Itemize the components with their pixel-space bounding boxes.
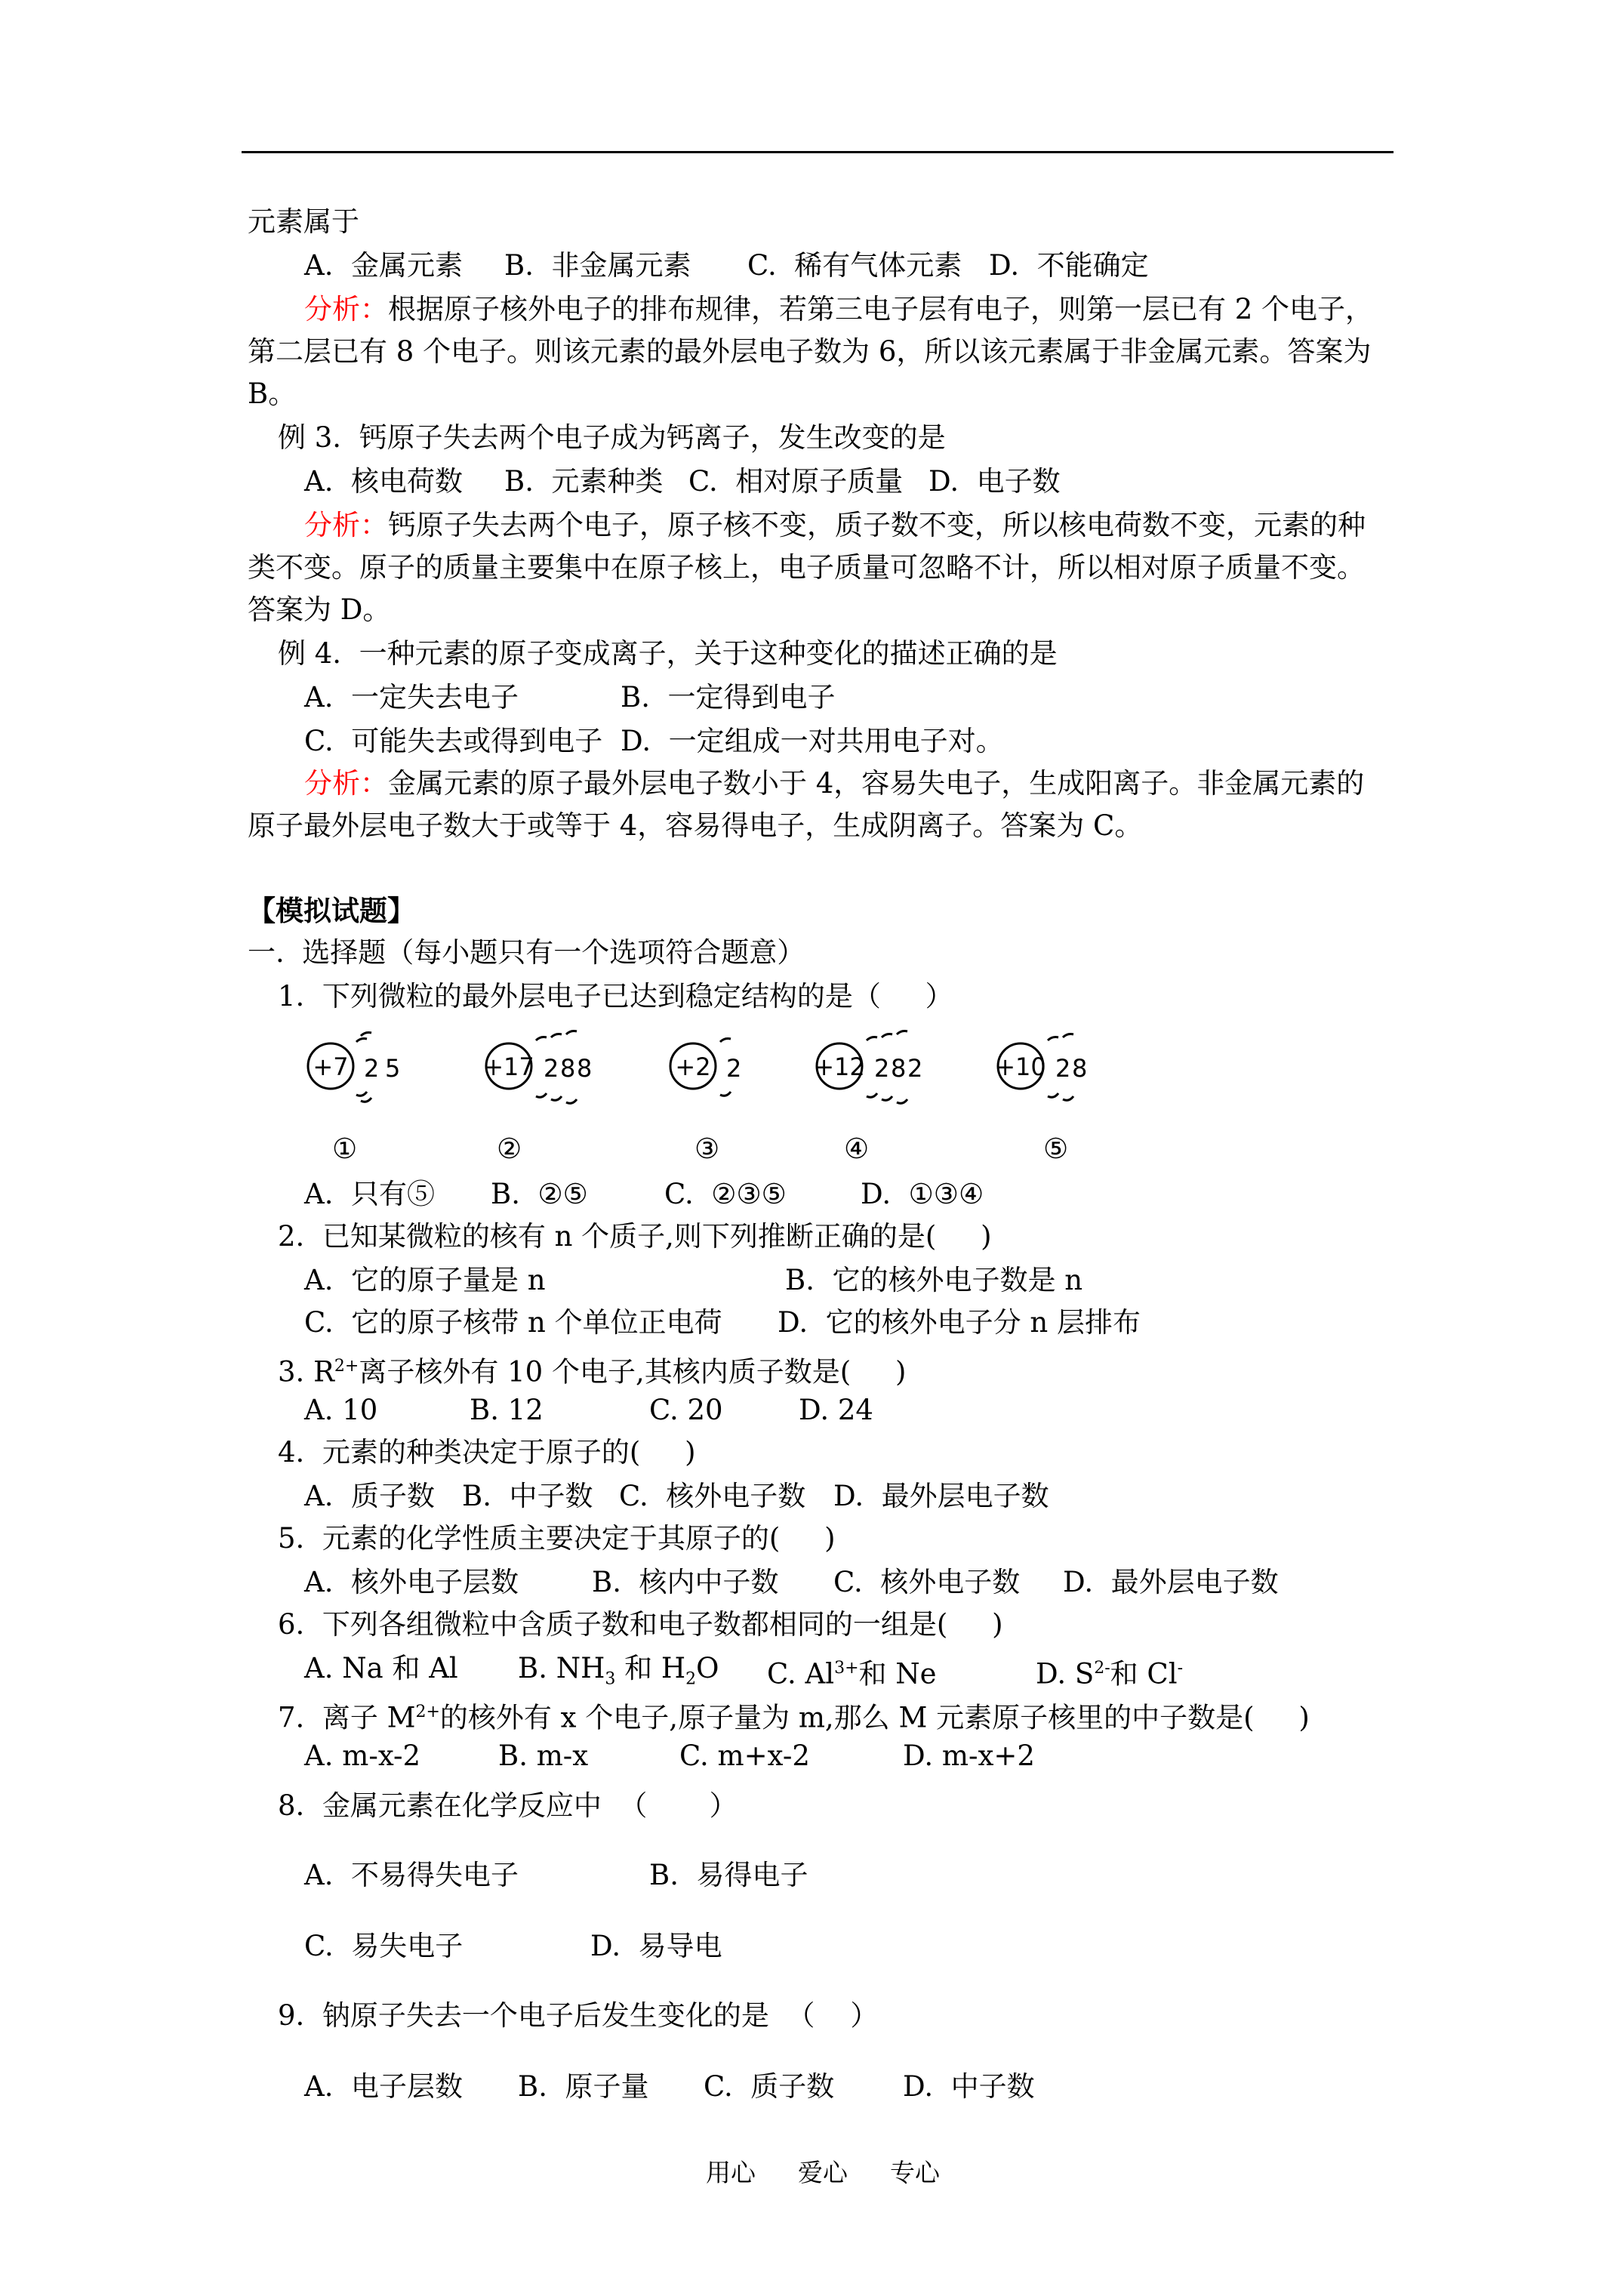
shell-1: 2 — [364, 1054, 380, 1083]
example-3-analysis-1: 分析：钙原子失去两个电子，原子核不变，质子数不变，所以核电荷数不变，元素的种 — [304, 509, 1366, 541]
example-4-question: 例 4. 一种元素的原子变成离子，关于这种变化的描述正确的是 — [278, 637, 1058, 670]
structure-label-2: ② — [497, 1133, 522, 1165]
cont-analysis-line-2: 第二层已有 8 个电子。则该元素的最外层电子数为 6，所以该元素属于非金属元素。答案为 — [248, 335, 1372, 368]
q5-stem: 5. 元素的化学性质主要决定于其原子的( ) — [278, 1522, 836, 1555]
q7-option-d: D. m-x+2 — [903, 1740, 1035, 1772]
nucleus-charge: +10 — [995, 1052, 1046, 1081]
nucleus-charge: +2 — [675, 1052, 711, 1081]
q6-stem: 6. 下列各组微粒中含质子数和电子数都相同的一组是( ) — [278, 1608, 1003, 1641]
q6-option-b: B. $NH_3$ 和 $H_2O$ — [518, 1652, 719, 1689]
q1-option-d: D. ①③④ — [861, 1178, 984, 1210]
analysis-label: 分析： — [304, 509, 388, 541]
q8-option-c: C. 易失电子 — [304, 1930, 463, 1962]
q2-option-c: C. 它的原子核带 n 个单位正电荷 — [304, 1306, 722, 1339]
nucleus-charge: +12 — [814, 1052, 865, 1081]
q8-stem: 8. 金属元素在化学反应中 （ ） — [278, 1789, 738, 1822]
nucleus-charge: +7 — [313, 1052, 349, 1081]
q4-option-b: B. 中子数 — [462, 1480, 593, 1512]
q4-option-c: C. 核外电子数 — [619, 1480, 806, 1512]
shell-2: 5 — [385, 1054, 401, 1083]
shell-3: 2 — [907, 1054, 923, 1083]
cont-analysis-line-1: 分析：根据原子核外电子的排布规律，若第三电子层有电子，则第一层已有 2 个电子， — [304, 293, 1374, 325]
q7-option-b: B. m-x — [498, 1740, 589, 1772]
cont-option-d: D. 不能确定 — [989, 249, 1149, 282]
atom-structure-2 — [479, 1019, 607, 1114]
atom-structure-3 — [664, 1019, 762, 1114]
q5-option-b: B. 核内中子数 — [592, 1566, 779, 1598]
example-3-analysis-2: 类不变。原子的质量主要集中在原子核上，电子质量可忽略不计，所以相对原子质量不变。 — [248, 551, 1365, 584]
shell-2: 8 — [560, 1054, 576, 1083]
structure-label-5: ⑤ — [1043, 1133, 1069, 1165]
example-3-option-a: A. 核电荷数 — [304, 465, 463, 498]
q4-option-d: D. 最外层电子数 — [833, 1480, 1049, 1512]
q3-option-a: A. 10 — [304, 1394, 378, 1426]
atom-structure-1 — [302, 1019, 415, 1114]
q2-option-a: A. 它的原子量是 n — [304, 1264, 546, 1296]
q4-option-a: A. 质子数 — [304, 1480, 436, 1512]
q3-option-d: D. 24 — [799, 1394, 873, 1426]
q8-option-a: A. 不易得失电子 — [304, 1859, 519, 1891]
q2-option-b: B. 它的核外电子数是 n — [785, 1264, 1083, 1296]
q2-option-d: D. 它的核外电子分 n 层排布 — [778, 1306, 1141, 1339]
q9-option-b: B. 原子量 — [518, 2070, 649, 2103]
page-footer — [706, 2153, 982, 2189]
q6-option-c: C. $Al^{3+}$和 Ne — [767, 1657, 937, 1690]
cont-option-a: A. 金属元素 — [304, 249, 463, 282]
shell-2: 8 — [1072, 1054, 1088, 1083]
q4-stem: 4. 元素的种类决定于原子的( ) — [278, 1436, 696, 1469]
example-4-analysis-2: 原子最外层电子数大于或等于 4，容易得电子，生成阴离子。答案为 C。 — [248, 809, 1143, 842]
section-title: 【模拟试题】 — [248, 894, 415, 927]
structure-label-3: ③ — [694, 1133, 720, 1165]
nucleus-charge: +17 — [483, 1052, 534, 1081]
footer-word-2: 爱心 — [798, 2158, 848, 2187]
atom-structure-4 — [809, 1019, 938, 1114]
q2-stem: 2. 已知某微粒的核有 n 个质子,则下列推断正确的是( ) — [278, 1220, 992, 1253]
shell-1: 2 — [544, 1054, 559, 1083]
q1-stem: 1. 下列微粒的最外层电子已达到稳定结构的是（ ） — [278, 980, 953, 1012]
example-3-question: 例 3. 钙原子失去两个电子成为钙离子，发生改变的是 — [278, 421, 946, 454]
cont-analysis-line-3: B。 — [248, 378, 297, 410]
q3-option-c: C. 20 — [649, 1394, 723, 1426]
q7-option-c: C. m+x-2 — [679, 1740, 810, 1772]
cont-question: 元素属于 — [248, 205, 359, 238]
q8-option-b: B. 易得电子 — [649, 1859, 808, 1891]
footer-word-1: 用心 — [706, 2158, 756, 2187]
cont-option-b: B. 非金属元素 — [504, 249, 691, 282]
example-4-analysis-1: 分析：金属元素的原子最外层电子数小于 4，容易失电子，生成阳离子。非金属元素的 — [304, 767, 1365, 800]
q1-option-c: C. ②③⑤ — [664, 1178, 787, 1210]
q3-option-b: B. 12 — [470, 1394, 544, 1426]
q6-option-a: A. Na 和 Al — [304, 1652, 458, 1684]
q1-option-a: A. 只有⑤ — [304, 1178, 436, 1210]
q9-option-c: C. 质子数 — [704, 2070, 835, 2103]
q1-option-b: B. ②⑤ — [491, 1178, 588, 1210]
q7-stem: 7. 离子 $M^{2+}$的核外有 x 个电子,原子量为 m,那么 M 元素原子核里的中子数是( ) — [278, 1701, 1310, 1734]
shell-1: 2 — [726, 1054, 742, 1083]
example-3-option-c: C. 相对原子质量 — [688, 465, 904, 498]
q5-option-c: C. 核外电子数 — [833, 1566, 1021, 1598]
shell-1: 2 — [874, 1054, 890, 1083]
footer-word-3: 专心 — [890, 2158, 940, 2187]
analysis-label: 分析： — [304, 767, 388, 800]
example-3-option-d: D. 电子数 — [929, 465, 1061, 498]
q5-option-a: A. 核外电子层数 — [304, 1566, 519, 1598]
shell-3: 8 — [577, 1054, 593, 1083]
example-4-option-d: D. 一定组成一对共用电子对。 — [621, 725, 1004, 757]
header-rule — [242, 151, 1394, 153]
structure-label-4: ④ — [844, 1133, 870, 1165]
example-3-analysis-3: 答案为 D。 — [248, 593, 391, 626]
atom-structure-5 — [990, 1019, 1104, 1114]
q9-option-d: D. 中子数 — [903, 2070, 1035, 2103]
q9-stem: 9. 钠原子失去一个电子后发生变化的是 （ ） — [278, 1999, 879, 2032]
shell-1: 2 — [1055, 1054, 1071, 1083]
q3-stem: 3. $R^{2+}$离子核外有 10 个电子,其核内质子数是( ) — [278, 1355, 907, 1388]
q7-option-a: A. m-x-2 — [304, 1740, 421, 1772]
cont-option-c: C. 稀有气体元素 — [747, 249, 962, 282]
example-3-option-b: B. 元素种类 — [504, 465, 664, 498]
analysis-label: 分析： — [304, 293, 388, 325]
q6-option-d: D. $S^{2-}$和 Cl- — [1036, 1657, 1183, 1690]
example-4-option-a: A. 一定失去电子 — [304, 681, 519, 713]
example-4-option-b: B. 一定得到电子 — [621, 681, 836, 713]
q8-option-d: D. 易导电 — [590, 1930, 722, 1962]
structure-label-1: ① — [332, 1133, 358, 1165]
shell-2: 8 — [891, 1054, 907, 1083]
section-subtitle: 一. 选择题（每小题只有一个选项符合题意） — [248, 936, 805, 969]
example-4-option-c: C. 可能失去或得到电子 — [304, 725, 603, 757]
q5-option-d: D. 最外层电子数 — [1063, 1566, 1279, 1598]
q9-option-a: A. 电子层数 — [304, 2070, 463, 2103]
